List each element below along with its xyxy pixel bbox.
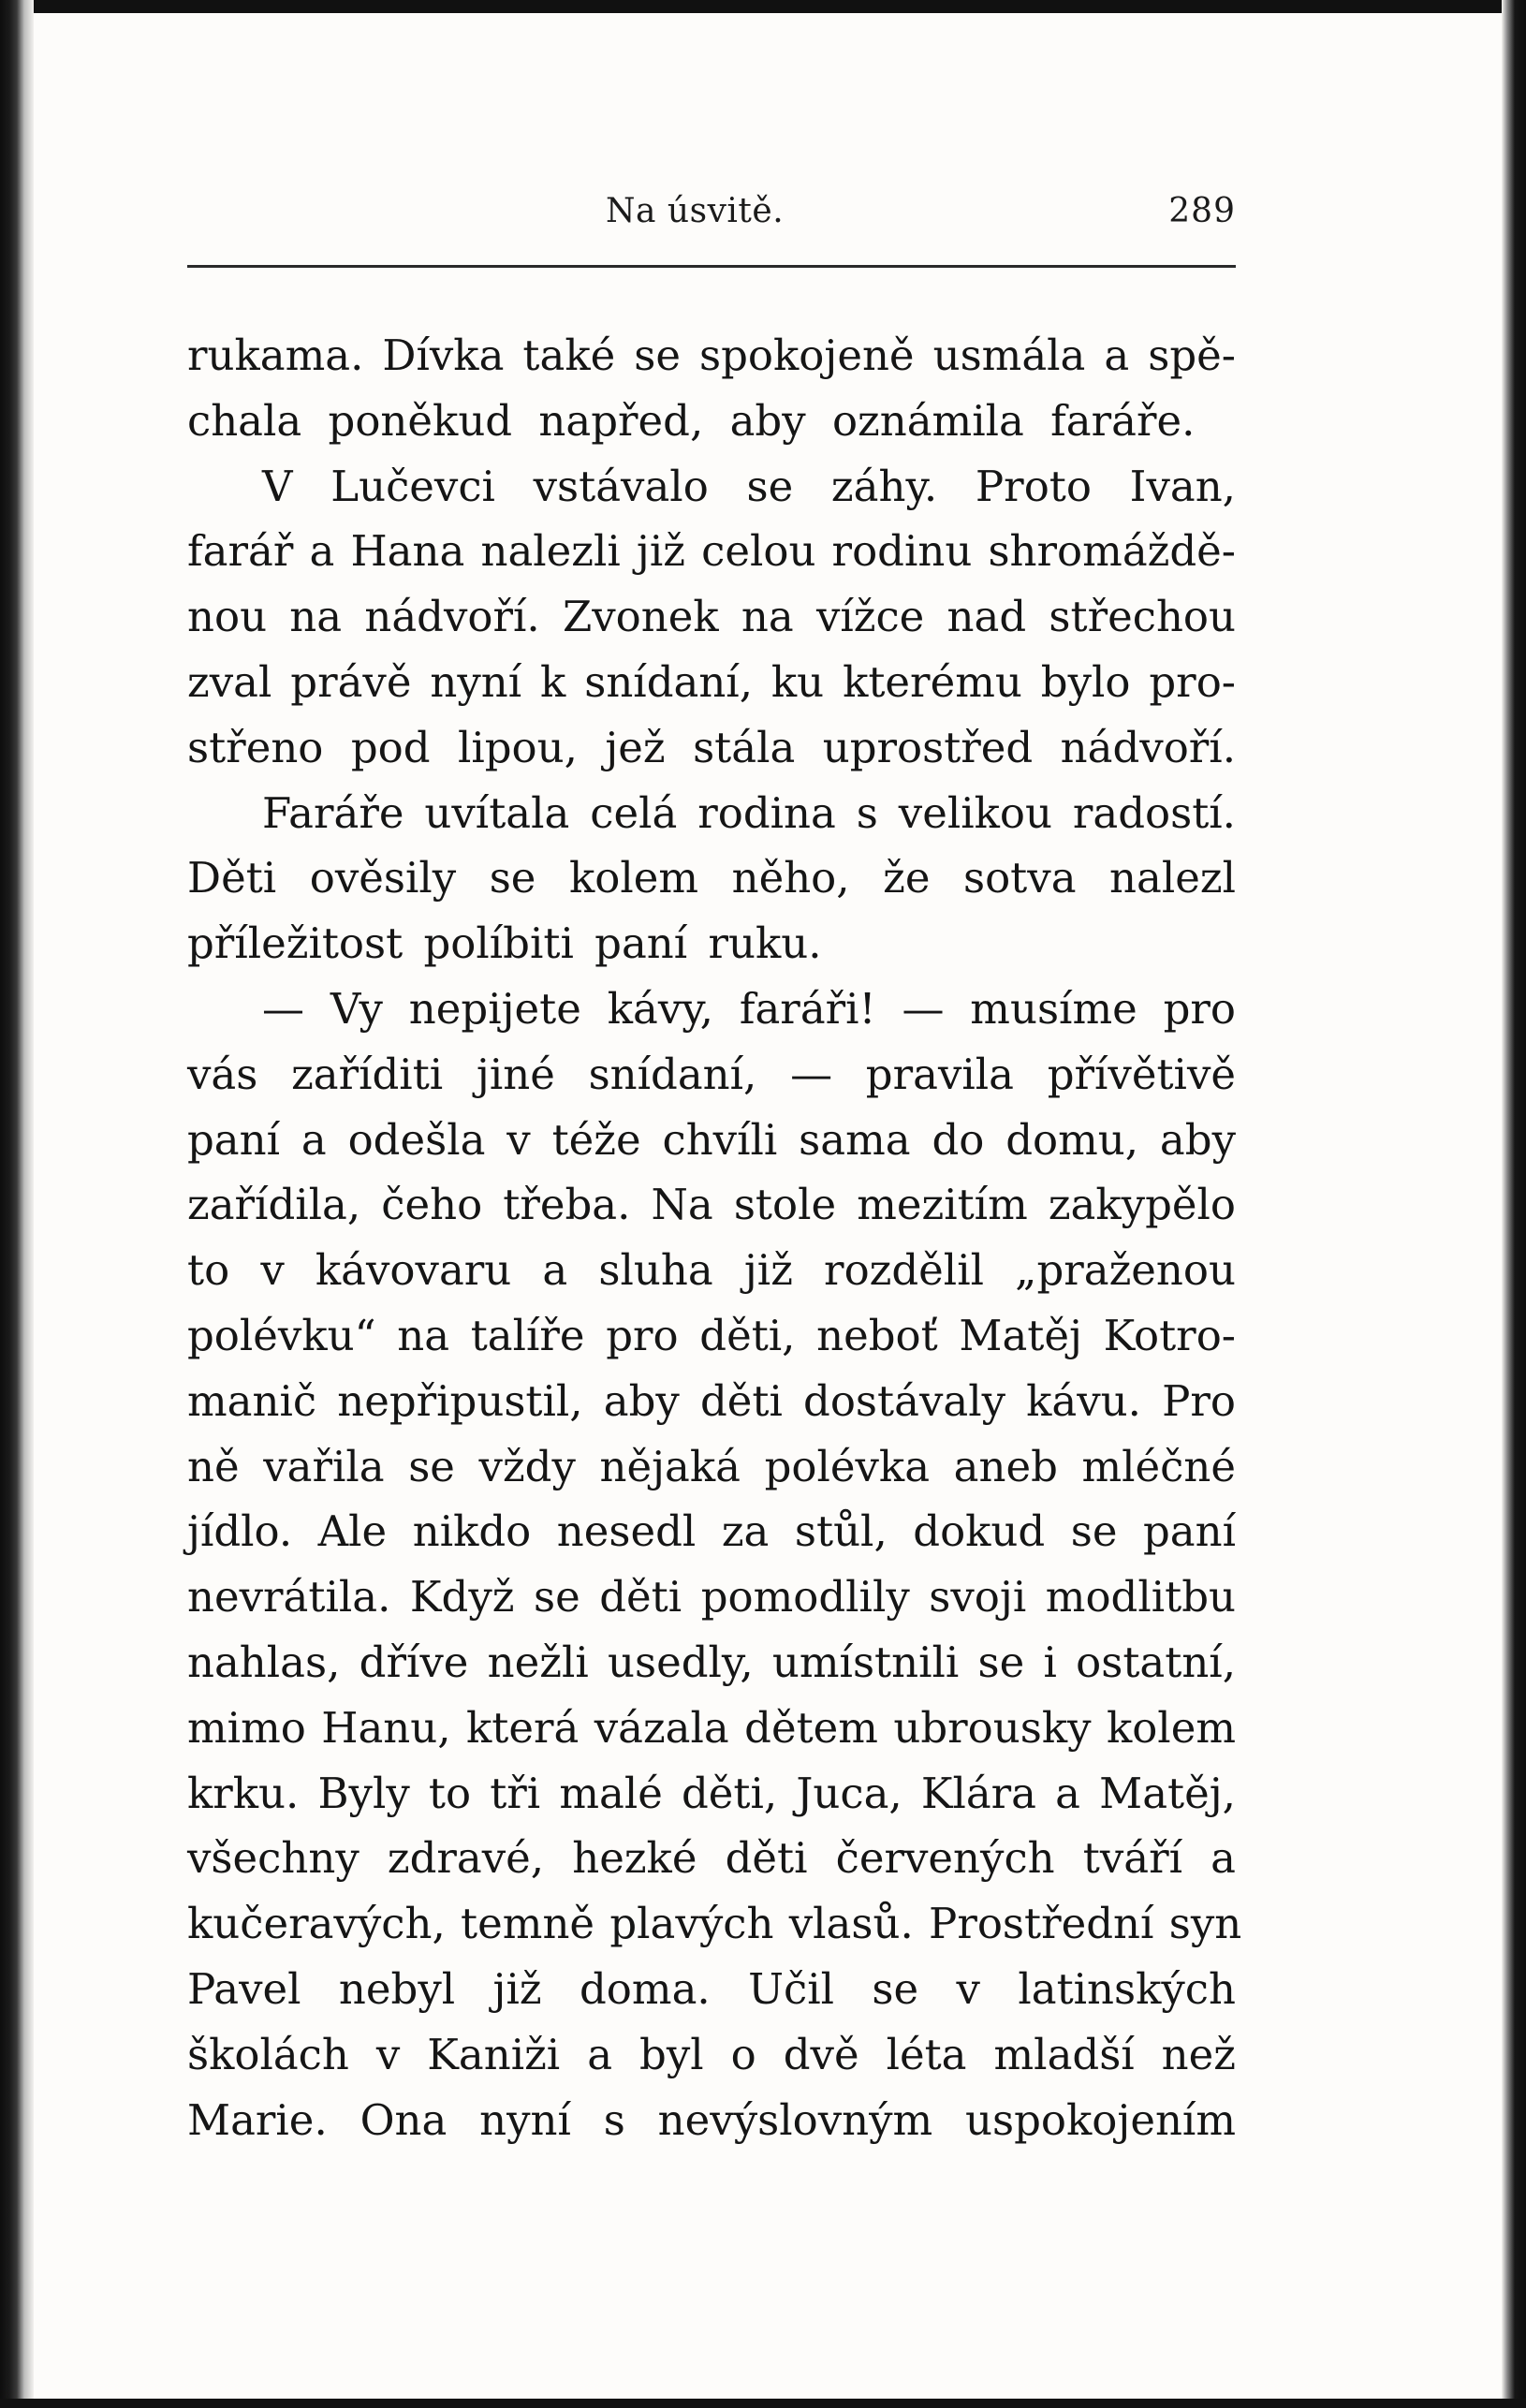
text-line: nou na nádvoří. Zvonek na vížce nad střechou xyxy=(187,592,1236,642)
text-line: Děti ověsily se kolem něho, že sotva nalezl xyxy=(187,853,1236,903)
text-line: manič nepřipustil, aby děti dostávaly kávu. Pro xyxy=(187,1375,1236,1426)
text-line: krku. Byly to tři malé děti, Juca, Klára a Matěj, xyxy=(187,1768,1236,1818)
page-header xyxy=(187,192,1236,248)
text-line: mimo Hanu, která vázala dětem ubrousky kolem xyxy=(187,1702,1236,1753)
text-line: kučeravých, temně plavých vlasů. Prostřední syn xyxy=(187,1899,1242,1949)
text-line: nevrátila. Když se děti pomodlily svoji modlitbu xyxy=(187,1572,1236,1622)
text-line: farář a Hana nalezli již celou rodinu shromáždě- xyxy=(187,526,1236,577)
scan-edge-top xyxy=(0,0,1526,13)
text-line: střeno pod lipou, jež stála uprostřed nádvoří. xyxy=(187,722,1236,772)
text-line: polévku“ na talíře pro děti, neboť Matěj Kotro- xyxy=(187,1310,1236,1360)
text-line: zval právě nyní k snídaní, ku kterému bylo pro- xyxy=(187,656,1236,707)
header-rule xyxy=(187,265,1236,268)
text-line: to v kávovaru a sluha již rozdělil „praženou xyxy=(187,1245,1236,1296)
text-line: Marie. Ona nyní s nevýslovným uspokojením xyxy=(187,2094,1236,2145)
scan-edge-bottom xyxy=(0,2399,1526,2408)
text-line: — Vy nepijete kávy, faráři! — musíme pro xyxy=(262,983,1236,1034)
running-title: Na úsvitě. xyxy=(606,192,785,230)
text-line: paní a odešla v téže chvíli sama do domu, aby xyxy=(187,1114,1236,1165)
text-line: zařídila, čeho třeba. Na stole mezitím zakypělo xyxy=(187,1180,1236,1230)
scan-edge-left xyxy=(0,0,34,2408)
text-line: školách v Kaniži a byl o dvě léta mladší než xyxy=(187,2029,1236,2079)
text-line: V Lučevci vstávalo se záhy. Proto Ivan, xyxy=(262,461,1236,511)
text-line: Pavel nebyl již doma. Učil se v latinských xyxy=(187,1963,1236,2014)
text-line: ně vařila se vždy nějaká polévka aneb mléčné xyxy=(187,1441,1236,1491)
page-number: 289 xyxy=(1168,192,1236,230)
text-line: příležitost políbiti paní ruku. xyxy=(187,918,822,969)
text-line: jídlo. Ale nikdo nesedl za stůl, dokud se paní xyxy=(187,1506,1236,1557)
scan-edge-right xyxy=(1502,0,1526,2408)
body-text xyxy=(187,323,1242,2152)
text-line: rukama. Dívka také se spokojeně usmála a spě- xyxy=(187,330,1236,380)
text-line: všechny zdravé, hezké děti červených tváří a xyxy=(187,1833,1236,1884)
text-line: chala poněkud napřed, aby oznámila faráře. xyxy=(187,395,1196,446)
text-line: vás zaříditi jiné snídaní, — pravila přívětivě xyxy=(187,1049,1236,1099)
text-line: Faráře uvítala celá rodina s velikou radostí. xyxy=(262,787,1236,838)
text-line: nahlas, dříve nežli usedly, umístnili se i ostatní, xyxy=(187,1637,1236,1687)
